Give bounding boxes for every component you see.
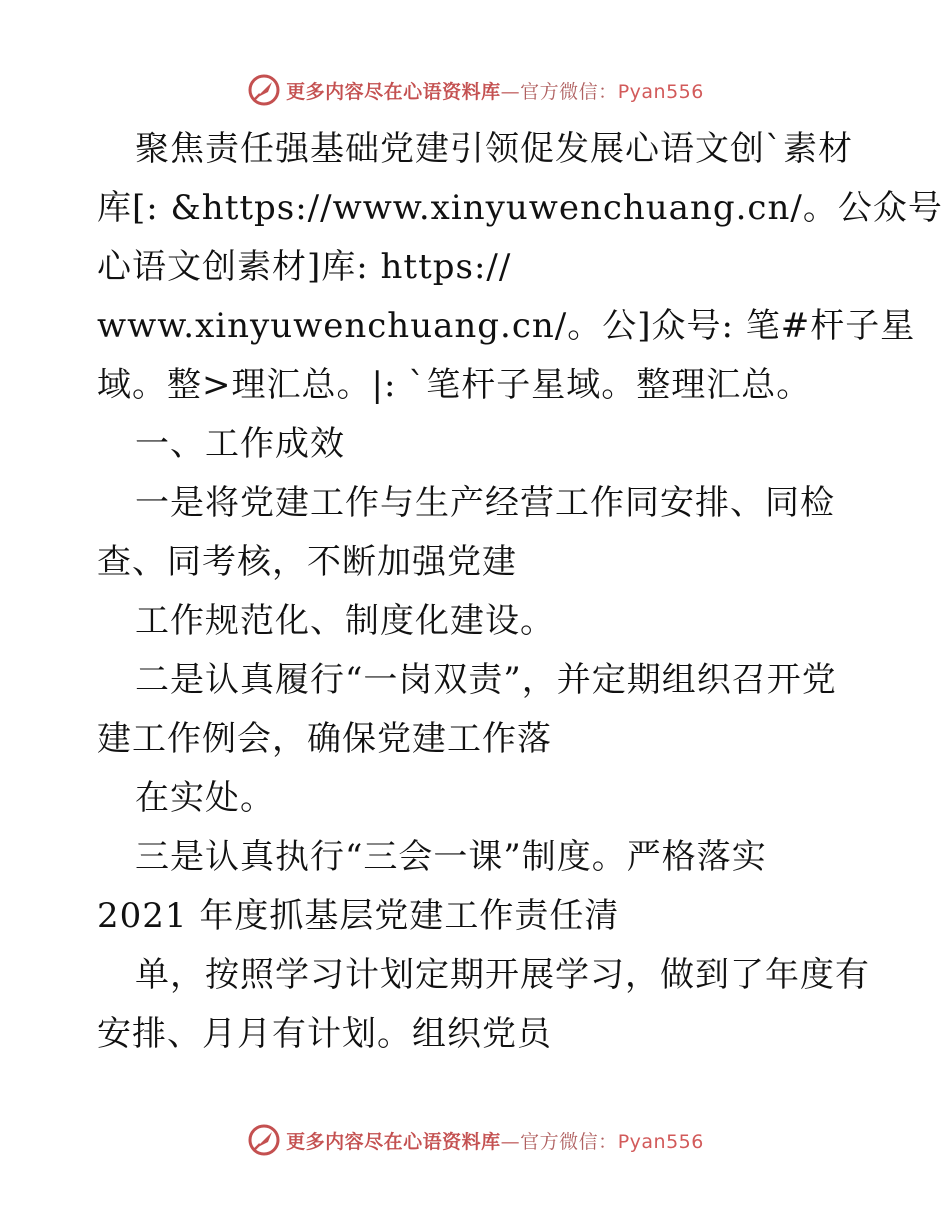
watermark-separator: — (500, 80, 521, 103)
text-line: 二是认真履行“一岗双责”，并定期组织召开党 (135, 660, 837, 700)
text-line: www.xinyuwenchuang.cn/。公]众号: 笔#杆子星 (97, 306, 916, 346)
section-heading: 一、工作成效 (135, 424, 345, 464)
text-line: 聚焦责任强基础党建引领促发展心语文创`素材 (135, 129, 853, 169)
watermark-separator: — (500, 1130, 521, 1153)
watermark-site-text: 更多内容尽在心语资料库 (286, 1130, 501, 1153)
watermark-text (286, 77, 704, 104)
watermark-footer (0, 1120, 950, 1160)
text-line: 库[: &https://www.xinyuwenchuang.cn/。公众号 (97, 188, 943, 228)
text-line: 心语文创素材]库: https:// (97, 247, 512, 287)
watermark-wechat-id: Pyan556 (617, 1130, 704, 1153)
watermark-wechat-label: 官方微信： (520, 80, 618, 103)
text-line: 建工作例会，确保党建工作落 (97, 719, 552, 759)
text-line: 安排、月月有计划。组织党员 (97, 1014, 552, 1054)
text-line: 在实处。 (135, 778, 275, 818)
quill-logo-icon (246, 1122, 282, 1158)
watermark-header (0, 70, 950, 110)
text-line: 单，按照学习计划定期开展学习，做到了年度有 (135, 955, 870, 995)
text-line: 查、同考核，不断加强党建 (97, 542, 517, 582)
watermark-wechat-label: 官方微信： (520, 1130, 618, 1153)
text-line: 2021 年度抓基层党建工作责任清 (97, 896, 620, 936)
text-line: 一是将党建工作与生产经营工作同安排、同检 (135, 483, 835, 523)
document-body (97, 120, 943, 1064)
watermark-wechat-id: Pyan556 (617, 80, 704, 103)
quill-logo-icon (246, 72, 282, 108)
watermark-text (286, 1127, 704, 1154)
watermark-site-text: 更多内容尽在心语资料库 (286, 80, 501, 103)
text-line: 三是认真执行“三会一课”制度。严格落实 (135, 837, 767, 877)
text-line: 域。整>理汇总。|: `笔杆子星域。整理汇总。 (97, 365, 812, 405)
text-line: 工作规范化、制度化建设。 (135, 601, 555, 641)
